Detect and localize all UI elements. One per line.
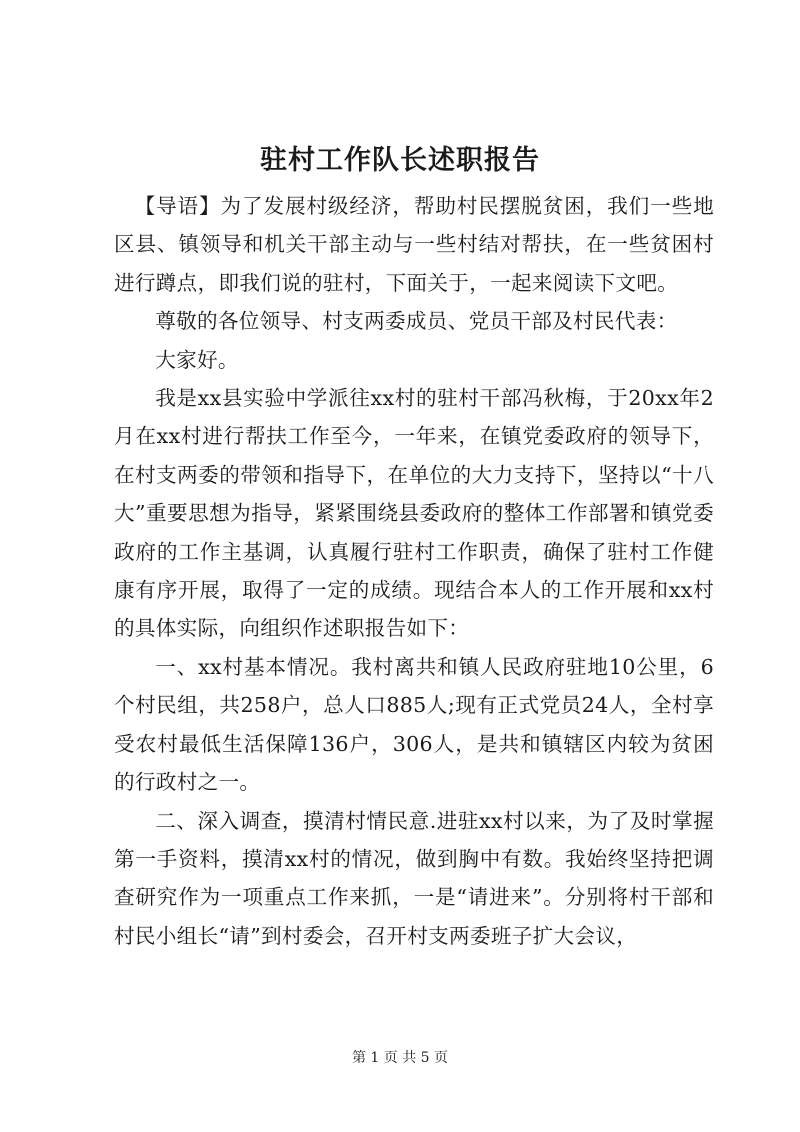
salutation-paragraph: 尊敬的各位领导、村支两委成员、党员干部及村民代表： bbox=[155, 309, 678, 334]
greeting-paragraph: 大家好。 bbox=[155, 347, 239, 372]
body-paragraph: 一、xx村基本情况。我村离共和镇人民政府驻地10公里，6个村民组，共258户，总人口885人;现有正式党员24人，全村享受农村最低生活保障136户，306人，是共和镇辖区内较为贫困的行政村之一。 bbox=[114, 654, 714, 795]
intro-paragraph: 【导语】为了发展村级经济，帮助村民摆脱贫困，我们一些地区县、镇领导和机关干部主动与一些村结对帮扶，在一些贫困村进行蹲点，即我们说的驻村，下面关于，一起来阅读下文吧。 bbox=[114, 194, 714, 295]
body-paragraph: 我是xx县实验中学派往xx村的驻村干部冯秋梅，于20xx年2月在xx村进行帮扶工作至今，一年来，在镇党委政府的领导下，在村支两委的带领和指导下，在单位的大力支持下，坚持以“十八大”重要思想为指导，紧紧围绕县委政府的整体工作部署和镇党委政府的工作主基调，认真履行驻村工作职责，确保了驻村工作健康有序开展，取得了一定的成绩。现结合本人的工作开展和xx村的具体实际，向组织作述职报告如下： bbox=[114, 386, 714, 641]
body-paragraph: 二、深入调查，摸清村情民意.进驻xx村以来，为了及时掌握第一手资料，摸清xx村的情况，做到胸中有数。我始终坚持把调查研究作为一项重点工作来抓，一是“请进来”。分别将村干部和村民小组长“请”到村委会，召开村支两委班子扩大会议， bbox=[114, 808, 714, 948]
page-number-footer: 第 1 页 共 5 页 bbox=[351, 1050, 449, 1066]
document-body bbox=[114, 187, 714, 955]
document-title: 驻村工作队长述职报告 bbox=[260, 145, 540, 176]
